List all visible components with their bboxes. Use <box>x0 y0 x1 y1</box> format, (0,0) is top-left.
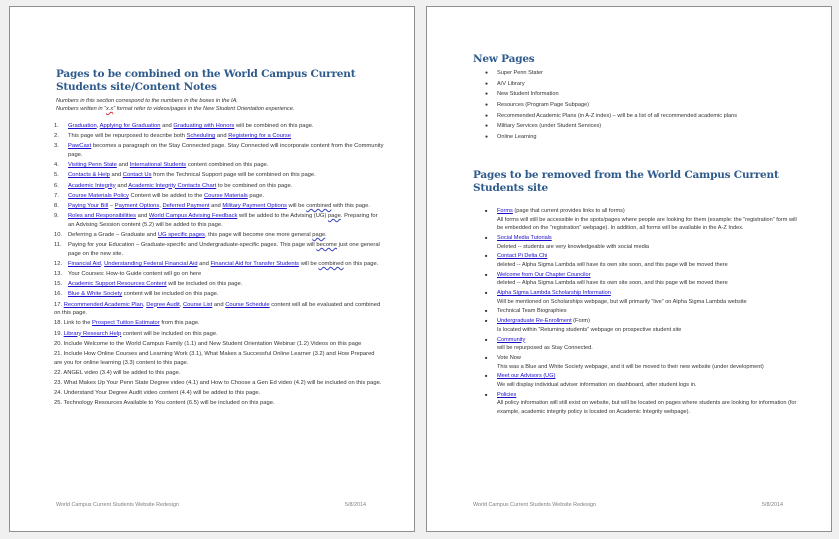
item-text: Your Courses: How-to Guide content will go on here <box>68 271 202 278</box>
list-item <box>485 372 801 389</box>
page-link[interactable]: Library Research Help <box>63 330 122 337</box>
section-heading-new-pages: New Pages <box>473 53 535 65</box>
item-text: page <box>312 231 326 238</box>
list-item <box>54 231 384 240</box>
bullet-icon: ■ <box>485 234 488 240</box>
list-item <box>54 330 384 339</box>
item-text: becomes a paragraph on the Stay Connected page. Stay Connected will incorporate content from the Community page. <box>68 143 384 158</box>
list-item <box>485 289 801 306</box>
footer-date: 5/8/2014 <box>762 502 783 508</box>
item-text: on this page. <box>343 260 379 267</box>
item-text: content will be included on this page. <box>122 291 219 298</box>
page-link[interactable]: Social Media Tutorials <box>497 234 552 241</box>
item-text: will be combined on this page. <box>234 123 314 129</box>
page-link[interactable]: Course Schedule <box>225 301 270 308</box>
bullet-icon: ● <box>485 134 489 141</box>
item-text: , this page will become one more general <box>204 231 313 238</box>
item-number: 9. <box>54 213 59 220</box>
list-item <box>54 399 384 408</box>
list-item <box>54 192 384 201</box>
list-item <box>485 307 801 316</box>
page-link[interactable]: Course List <box>182 301 213 308</box>
page-link[interactable]: Academic Integrity <box>68 182 116 189</box>
item-number: 2. <box>54 133 59 140</box>
list-item <box>54 241 384 258</box>
removal-note: We will display individual adviser information on dashboard, after student logs in. <box>497 381 697 388</box>
item-number: 4. <box>54 162 59 169</box>
page-link[interactable]: Paying Your Bill <box>68 202 109 209</box>
list-item <box>54 161 384 170</box>
page-link[interactable]: Meet our Advisors (UG) <box>497 373 556 380</box>
bullet-icon: ■ <box>485 336 488 342</box>
page-link[interactable]: Contacts & Help <box>68 172 110 179</box>
item-text: to be combined on this page. <box>216 182 293 189</box>
list-item <box>54 212 384 229</box>
item-number: 19. <box>54 330 63 337</box>
page-link[interactable]: Recommended Academic Plan <box>63 301 143 308</box>
removal-note: Will be mentioned on Scholarships webpage, but will primarily “live” on Alpha Sigma Lambda website <box>497 298 747 305</box>
page-link[interactable]: Understanding Federal Financial Aid <box>104 260 198 267</box>
item-text: from this page. <box>159 320 200 327</box>
page-link[interactable]: PawCast <box>68 143 92 150</box>
list-item <box>54 260 384 269</box>
page-name: Technical Team Biographies <box>497 308 567 315</box>
list-item <box>54 182 384 191</box>
item-number: 16. <box>54 291 63 298</box>
document-page-right <box>426 6 832 532</box>
item-text: and <box>160 123 174 129</box>
removal-note: All forms will still be accessible in the spots/pages where people are looking for them (example: the “registration” form will be embedded on the “registration” webpage). In addition, all forms will be available in the A-Z Index. <box>497 216 797 232</box>
item-number: 17. <box>54 301 63 308</box>
note-text: Numbers written in “ <box>56 106 107 112</box>
note-line-1: Numbers in this section correspond to the numbers in the boxes in the IA. <box>56 98 238 104</box>
item-text: Include Welcome to the World Campus Family (1.1) and New Student Orientation Webinar (1.2) Videos on this page <box>63 340 362 347</box>
page-link[interactable]: Financial Aid for Transfer Students <box>210 260 300 267</box>
new-page-name: Military Services (under Student Services) <box>497 123 602 130</box>
item-number: 10. <box>54 231 63 238</box>
page-link[interactable]: Course Materials Policy <box>68 192 129 199</box>
list-item <box>54 290 384 299</box>
page-link[interactable]: Roles and Responsibilities <box>68 213 136 220</box>
item-number: 12. <box>54 260 63 267</box>
list-item <box>54 280 384 289</box>
item-number: 11. <box>54 242 62 249</box>
item-text: content will all be evaluated and combined on this page. <box>54 301 381 317</box>
list-item <box>54 389 384 398</box>
item-text: Understand Your Degree Audit video content (4.4) will be added to this page. <box>63 390 261 397</box>
document-page-left <box>9 6 415 532</box>
page-link[interactable]: Policies <box>497 391 517 398</box>
item-text: Paying for your Education – Graduate-specific and Undergraduate-specific pages. This page will <box>68 242 317 249</box>
item-text: page <box>327 213 341 220</box>
item-text: will be <box>286 202 307 209</box>
new-page-name: Recommended Academic Plans (in A-Z index) – will be a list of all recommended academic plans <box>497 112 738 119</box>
bullet-icon: ■ <box>485 290 488 296</box>
item-text: combined <box>318 260 344 267</box>
item-number: 15. <box>54 281 63 288</box>
new-page-name: New Student Information <box>497 91 559 98</box>
list-item <box>54 350 384 367</box>
item-number: 7. <box>54 192 59 199</box>
list-item <box>54 171 384 180</box>
bullet-icon: ■ <box>485 373 488 379</box>
item-text: and <box>116 162 130 169</box>
list-item <box>54 142 384 159</box>
item-text: . <box>325 231 327 238</box>
item-text: from the Technical Support page will be combined on this page. <box>151 172 316 179</box>
list-item <box>485 234 801 251</box>
item-text: and <box>115 182 129 189</box>
item-text: Technology Resources Available to You content (6.5) will be included on this page. <box>63 400 275 407</box>
page-link[interactable]: Graduating with Honors <box>173 123 235 129</box>
removal-note: All policy information will still exist on website, but will be located on pages where students are looking for information (for example, academic integrity policy is located on Academic Integrity webpage). <box>497 400 797 415</box>
page-link[interactable]: Visiting Penn State <box>68 162 117 169</box>
item-number: 8. <box>54 202 59 209</box>
list-item <box>485 317 801 334</box>
item-number: 5. <box>54 172 59 179</box>
page-suffix: (page that current provides links to all forms) <box>512 208 625 214</box>
list-item <box>485 354 801 371</box>
removal-note: Deleted -- students are very knowledgeable with social media <box>497 243 650 250</box>
new-page-name: Online Learning <box>497 134 537 141</box>
page-link[interactable]: Community <box>497 336 526 343</box>
list-item <box>485 80 801 89</box>
bullet-icon: ■ <box>485 318 488 324</box>
bullet-icon: ● <box>485 80 489 87</box>
item-text: and <box>209 202 223 209</box>
item-text: What Makes Up Your Penn State Degree video (4.1) and How to Choose a Gen Ed video (4.2) will be included on this page. <box>63 379 382 386</box>
list-item <box>54 340 384 349</box>
page-link[interactable]: Undergraduate Re-Enrollment <box>497 318 572 325</box>
footer-date: 5/8/2014 <box>345 502 366 508</box>
footer-title: World Campus Current Students Website Redesign <box>473 502 596 508</box>
item-number: 18. <box>54 320 63 327</box>
page-footer <box>56 502 366 508</box>
page-link[interactable]: Academic Integrity Contacts Chart <box>128 182 217 189</box>
item-number: 25. <box>54 400 63 407</box>
page-link[interactable]: Prospect Tuition Estimator <box>92 320 160 327</box>
item-number: 6. <box>54 182 59 189</box>
item-number: 13. <box>54 271 63 278</box>
bullet-icon: ■ <box>485 355 488 360</box>
list-item <box>54 270 384 279</box>
item-text: Include How Online Courses and Learning Work (3.1), What Makes a Successful Online Learner (3.2) and How Prepared are you for online learning (3.3) content to this page. <box>54 350 375 366</box>
combined-pages-list <box>54 122 384 408</box>
note-text: ” format refer to videos/pages in the New Student Orientation experience. <box>113 106 295 112</box>
item-text: Link to the <box>63 320 93 327</box>
page-footer <box>473 502 783 508</box>
item-number: 24. <box>54 390 63 397</box>
item-text: , <box>100 260 105 267</box>
list-item <box>54 319 384 328</box>
item-number: 21. <box>54 350 63 357</box>
item-text: content combined on this page. <box>186 162 269 169</box>
new-page-name: Resources (Program Page Subpage) <box>497 102 590 109</box>
removal-note: This was a Blue and White Society webpage, and it will be moved to their new website (under development) <box>497 363 764 370</box>
removal-note: deleted -- Alpha Sigma Lambda will have its own site soon, and this page will be moved there <box>497 261 728 268</box>
item-text: – <box>108 202 115 209</box>
section-heading-combined: Pages to be combined on the World Campus Current Students site/Content Notes <box>56 68 356 93</box>
footer-title: World Campus Current Students Website Redesign <box>56 502 179 508</box>
item-number: 3. <box>54 143 59 150</box>
item-number: 1. <box>54 123 59 129</box>
page-link[interactable]: Applying for Graduation <box>99 123 161 129</box>
list-item <box>54 379 384 388</box>
removal-note: Is located within “Returning students” webpage on prospective student site <box>497 326 682 333</box>
bullet-icon: ■ <box>485 208 488 213</box>
item-text: page. <box>247 192 264 199</box>
list-item <box>485 391 801 417</box>
item-text: and <box>215 133 229 140</box>
new-page-name: A/V Library <box>497 80 525 87</box>
page-link[interactable]: UG specific pages <box>157 231 205 238</box>
item-text: will be included on this page. <box>166 281 243 288</box>
item-text: , <box>179 301 183 308</box>
list-item <box>54 202 384 211</box>
item-text: , <box>96 123 100 129</box>
list-item <box>54 369 384 378</box>
item-text: combined <box>306 202 332 209</box>
removed-pages-list <box>485 207 801 417</box>
bullet-icon: ■ <box>485 271 488 277</box>
list-item <box>485 252 801 269</box>
list-item <box>54 132 384 141</box>
bullet-icon: ■ <box>485 308 488 314</box>
page-link[interactable]: Degree Audit <box>146 301 180 308</box>
bullet-icon: ● <box>485 102 489 109</box>
page-link[interactable]: Academic Support Resources Content <box>68 281 167 288</box>
item-text: Deferring a Grade – Graduate and <box>68 231 158 238</box>
page-link[interactable]: Graduation <box>68 123 97 129</box>
page-link[interactable]: Course Materials <box>203 192 248 199</box>
item-text: , <box>159 202 163 209</box>
list-item <box>485 112 801 121</box>
list-item <box>485 101 801 110</box>
bullet-icon: ● <box>485 70 489 76</box>
list-item <box>485 122 801 131</box>
item-text: and <box>109 172 123 179</box>
list-item <box>485 271 801 288</box>
combined-section <box>56 68 384 409</box>
item-text: and <box>212 301 226 308</box>
item-text: and <box>197 260 211 267</box>
item-text: will be added to the Advising (UG) <box>237 213 328 220</box>
bullet-icon: ● <box>485 112 489 119</box>
list-item <box>485 207 801 233</box>
page-link[interactable]: Scheduling <box>186 133 216 140</box>
list-item <box>485 133 801 142</box>
page-link[interactable]: World Campus Advising Feedback <box>148 213 238 220</box>
item-text: Content will be added to the <box>128 192 204 199</box>
page-link[interactable]: Payment Options <box>114 202 160 209</box>
bullet-icon: ● <box>485 123 489 130</box>
item-text: ANGEL video (3.4) will be added to this page. <box>63 369 181 376</box>
item-text: content will be included on this page. <box>121 330 218 337</box>
page-link[interactable]: Registering for a Course <box>228 133 292 140</box>
item-number: 22. <box>54 369 63 376</box>
section-heading-removed: Pages to be removed from the World Campus Current Students site <box>473 169 779 194</box>
item-text: with this page. <box>331 202 370 209</box>
item-text: will be <box>299 260 319 267</box>
list-item <box>54 301 384 318</box>
page-link[interactable]: Military Payment Options <box>222 202 287 209</box>
page-link[interactable]: Alpha Sigma Lambda Scholarship Information <box>497 290 611 297</box>
note-line-2 <box>56 105 384 113</box>
item-text: , <box>142 301 147 308</box>
page-link[interactable]: Contact Pi Delta Chi <box>497 253 548 260</box>
item-text: just one general page on the new site. <box>68 242 380 257</box>
item-number: 23. <box>54 379 63 386</box>
list-item <box>485 69 801 78</box>
page-link[interactable]: Contact Us <box>122 172 152 179</box>
bullet-icon: ■ <box>485 391 488 397</box>
note-format-mark: x.x <box>106 106 114 112</box>
page-link[interactable]: Welcome from Our Chapter Councilor <box>497 271 591 278</box>
item-text: become <box>316 242 337 249</box>
bullet-icon: ● <box>485 91 489 98</box>
item-text: . Preparing for an Advising Session content (5.2) will be added to this page. <box>68 213 378 228</box>
removed-section <box>473 169 801 418</box>
new-page-name: Super Penn Stater <box>497 70 544 76</box>
removal-note: deleted -- Alpha Sigma Lambda will have its own site soon, and this page will be moved there <box>497 280 728 287</box>
page-link[interactable]: Financial Aid <box>68 260 101 267</box>
list-item <box>485 90 801 99</box>
page-name: Vote Now <box>497 355 521 361</box>
new-pages-section <box>473 53 801 144</box>
list-item <box>485 336 801 353</box>
page-link[interactable]: Forms <box>497 208 513 214</box>
page-link[interactable]: International Students <box>129 162 187 169</box>
item-text: This page will be repurposed to describe both <box>68 133 187 140</box>
removal-note: will be repurposed as Stay Connected. <box>497 345 593 352</box>
bullet-icon: ■ <box>485 253 488 259</box>
page-link[interactable]: Deferred Payment <box>162 202 210 209</box>
new-pages-list <box>485 69 801 142</box>
item-text: and <box>136 213 149 220</box>
list-item <box>54 122 384 131</box>
item-number: 20. <box>54 340 63 347</box>
page-link[interactable]: Blue & White Society <box>68 291 123 298</box>
page-suffix: (Form) <box>571 318 590 325</box>
